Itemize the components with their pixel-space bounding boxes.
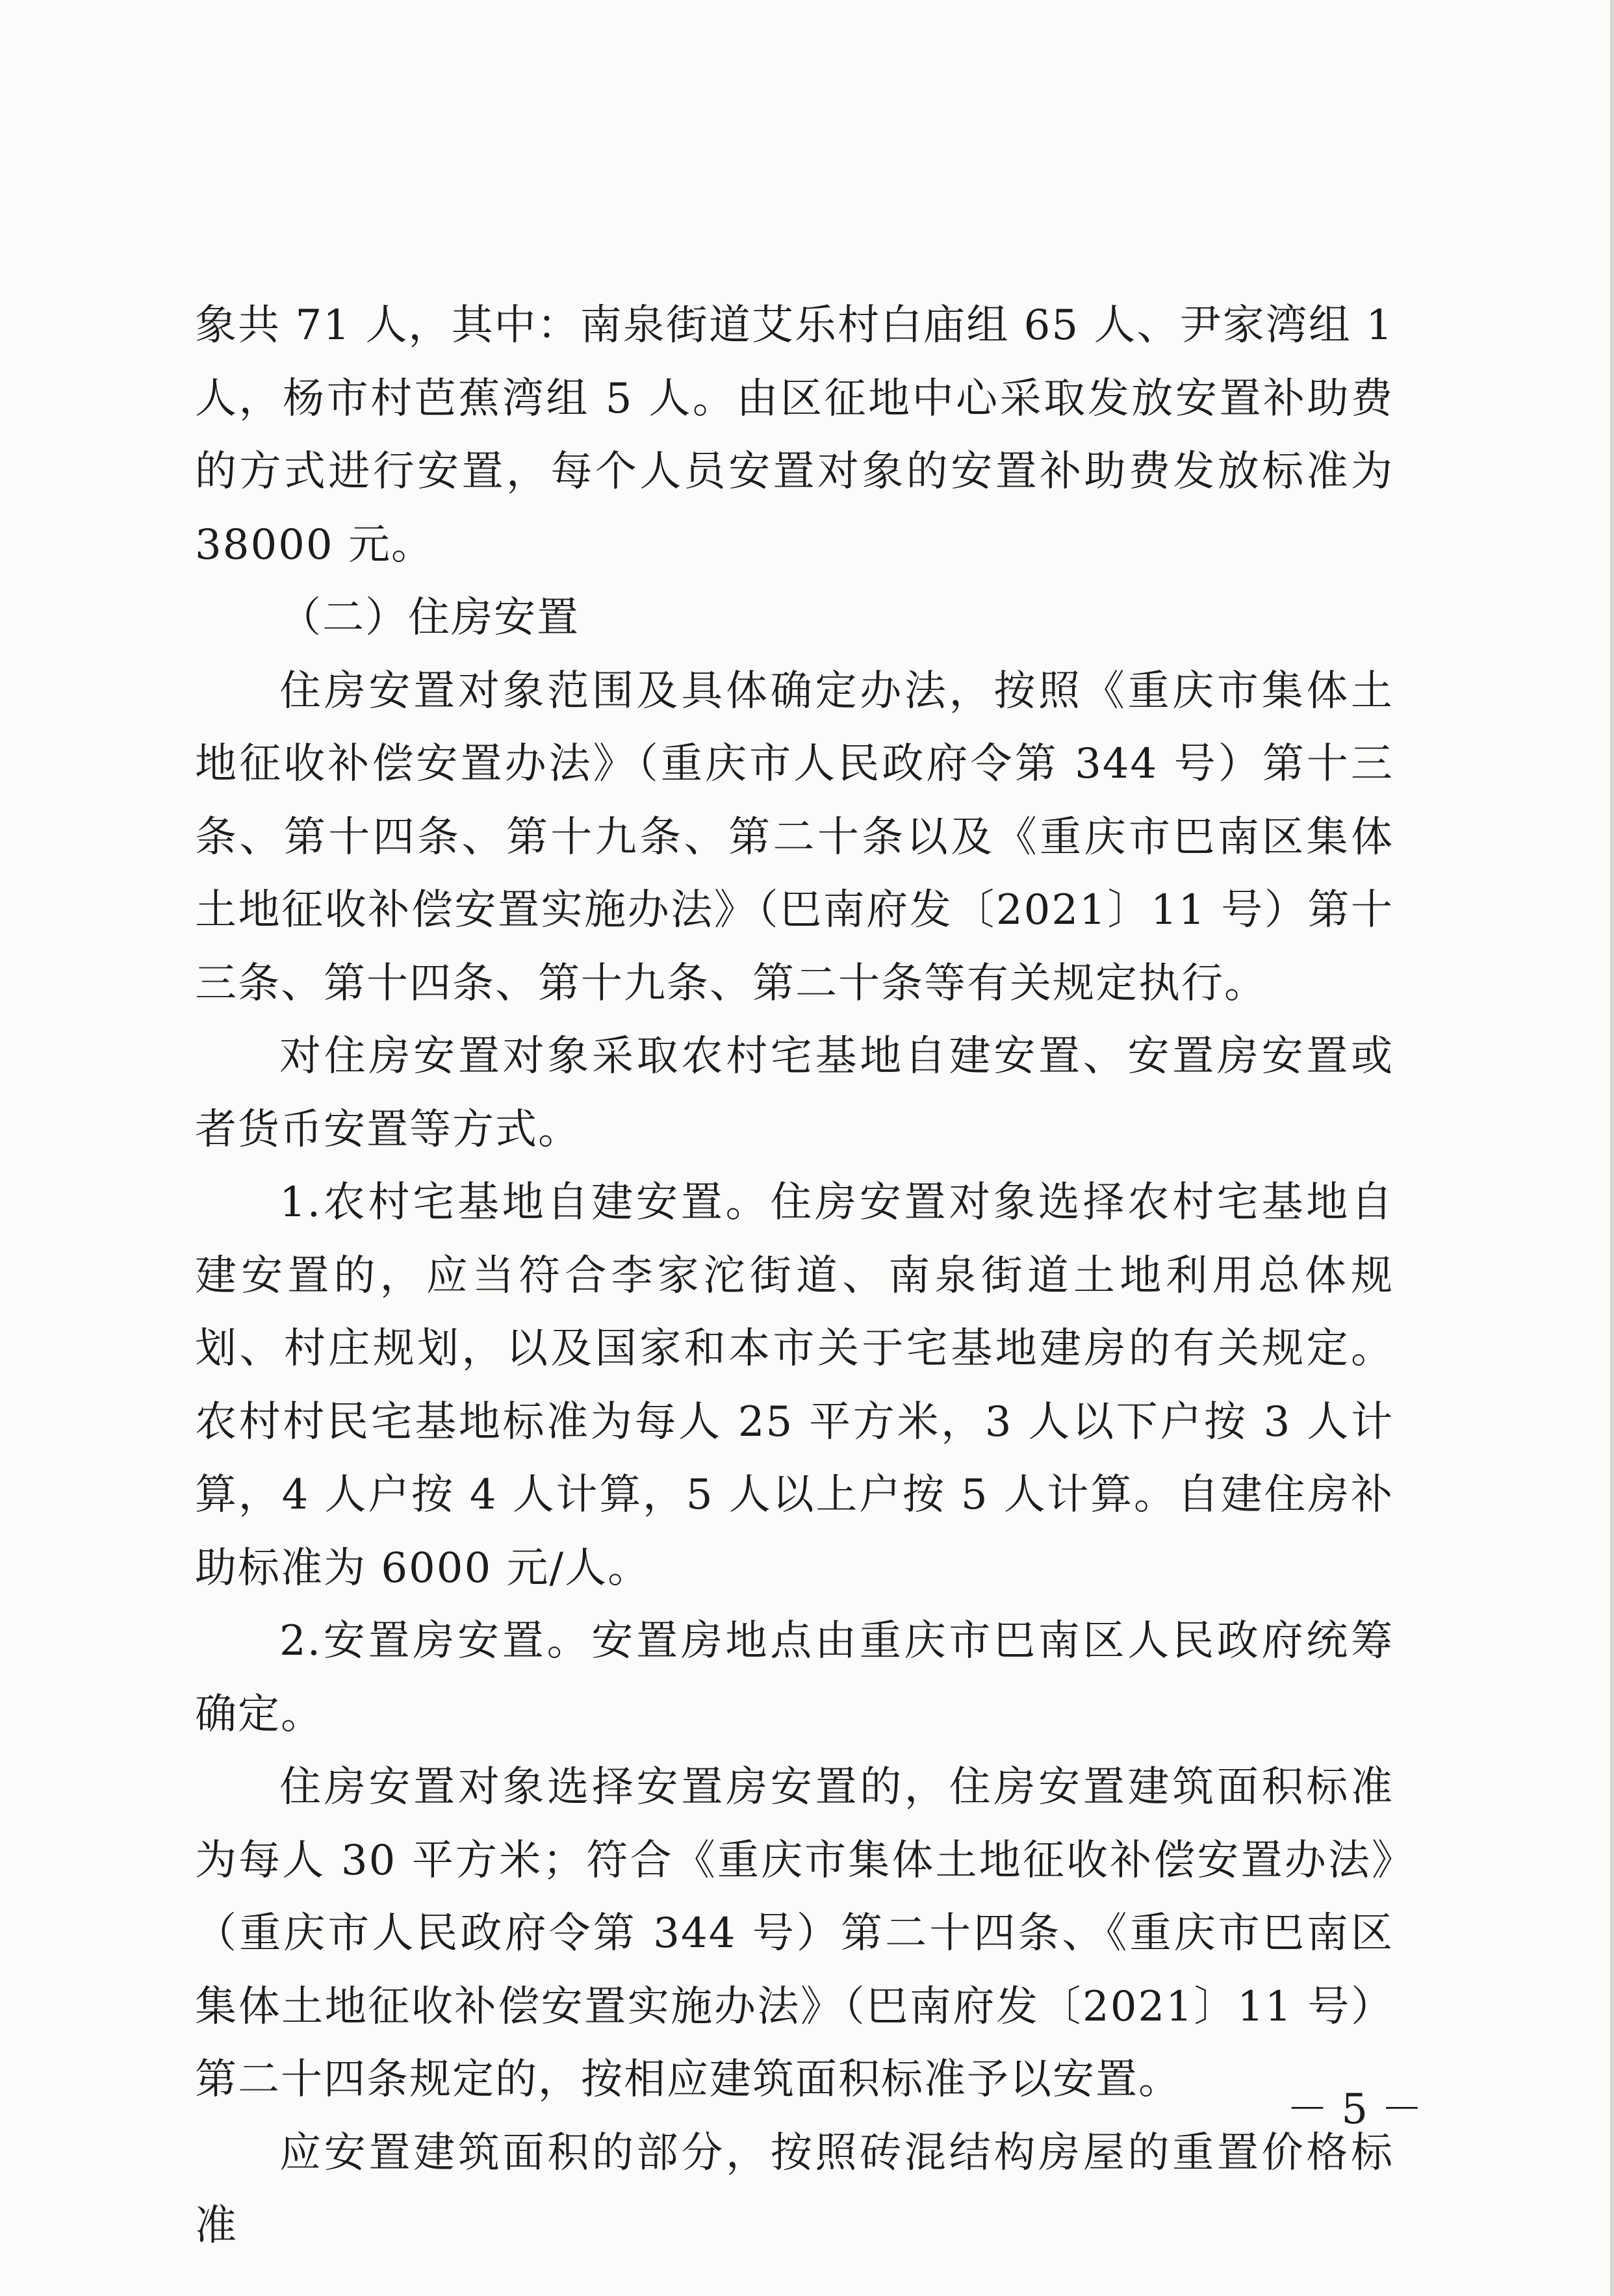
paragraph-replacement-price: 应安置建筑面积的部分，按照砖混结构房屋的重置价格标准 (195, 2128, 1394, 2250)
paragraph-homestead-self-build: 1.农村宅基地自建安置。住房安置对象选择农村宅基地自建安置的，应当符合李家沱街道、南泉街道土地利用总体规划、村庄规划，以及国家和本市关于宅基地建房的有关规定。农村村民宅基地标准为每人 25 平方米，3 人以下户按 3 人计算，4 人户按 4 人计算，5 人以上户按 5 人计算。自建住房补助标准为 6000 元/人。 (195, 1179, 1394, 1592)
section-heading-housing-placement: （二）住房安置 (279, 594, 580, 642)
paragraph-housing-methods: 对住房安置对象采取农村宅基地自建安置、安置房安置或者货币安置等方式。 (195, 1032, 1394, 1154)
page-number: － 5 － (1287, 2086, 1423, 2134)
paragraph-resettlement-area-standard: 住房安置对象选择安置房安置的，住房安置建筑面积标准为每人 30 平方米；符合《重庆市集体土地征收补偿安置办法》（重庆市人民政府令第 344 号）第二十四条、《重庆市巴南区集体土地征收补偿安置实施办法》（巴南府发〔2021〕11 号）第二十四条规定的，按相应建筑面积标准予以安置。 (195, 1763, 1394, 2104)
paragraph-housing-scope: 住房安置对象范围及具体确定办法，按照《重庆市集体土地征收补偿安置办法》（重庆市人民政府令第 344 号）第十三条、第十四条、第十九条、第二十条以及《重庆市巴南区集体土地征收补偿安置实施办法》（巴南府发〔2021〕11 号）第十三条、第十四条、第十九条、第二十条等有关规定执行。 (195, 667, 1394, 1008)
scan-edge-divider (1610, 0, 1614, 2296)
document-body (195, 289, 1394, 2263)
paragraph-resettlement-housing: 2.安置房安置。安置房地点由重庆市巴南区人民政府统筹确定。 (195, 1617, 1394, 1739)
paragraph-personnel-placement-continued: 象共 71 人，其中：南泉街道艾乐村白庙组 65 人、尹家湾组 1 人，杨市村芭蕉湾组 5 人。由区征地中心采取发放安置补助费的方式进行安置，每个人员安置对象的安置补助费发放标准为 38000 元。 (195, 301, 1394, 569)
